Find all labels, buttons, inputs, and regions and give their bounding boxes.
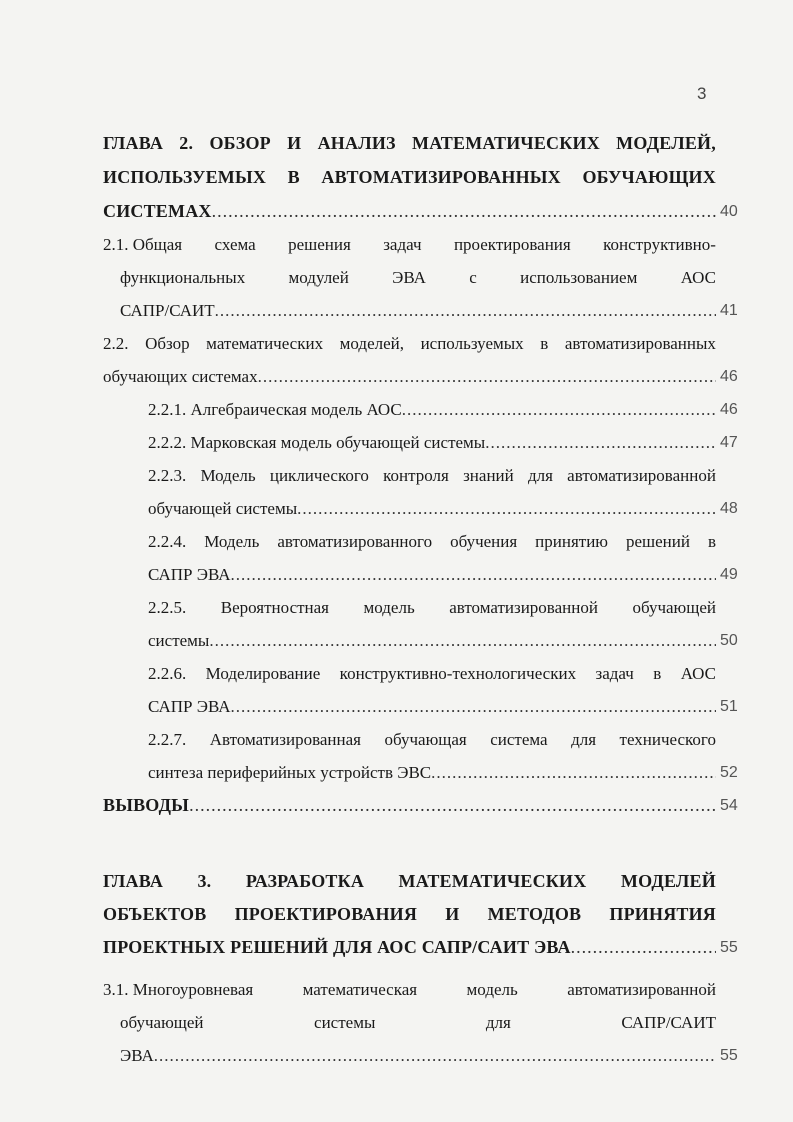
s2-2-1-text: 2.2.1. Алгебраическая модель АОС (148, 400, 402, 419)
s2-2-4-line2[interactable] (148, 558, 716, 591)
word: для (485, 1013, 511, 1032)
word: 2.2.6. (148, 664, 187, 683)
s2-2-1-page: 46 (720, 401, 738, 418)
dot-leader (485, 426, 716, 459)
s2-2-7-text: синтеза периферийных устройств ЭВС (148, 763, 432, 782)
word: ИСПОЛЬЗУЕМЫХ (103, 167, 267, 187)
word: система (490, 730, 548, 749)
s2-2-3-line2[interactable] (148, 492, 716, 525)
word: Обзор (145, 334, 190, 353)
s2-2-7-page: 52 (720, 764, 738, 781)
word: автоматизированной (567, 980, 716, 999)
word: И (445, 904, 460, 924)
s3-1-page: 55 (720, 1047, 738, 1064)
word: схема (214, 235, 256, 254)
dot-leader (431, 756, 716, 789)
chapter3-title-text: ПРОЕКТНЫХ РЕШЕНИЙ ДЛЯ АОС САПР/САИТ ЭВА (103, 937, 571, 957)
word: 2. (179, 133, 194, 153)
word: 2.1. Общая (103, 235, 183, 254)
word: САПР/САИТ (621, 1013, 716, 1032)
s3-1-line2 (120, 1006, 716, 1039)
word: Моделирование (205, 664, 321, 683)
chapter2-title-line2 (103, 161, 716, 194)
s2-2-6-text: САПР ЭВА (148, 697, 231, 716)
word: МОДЕЛЕЙ, (616, 133, 716, 153)
chapter2-title-line3[interactable] (103, 195, 716, 228)
word: 3. (197, 871, 212, 891)
word: модель (466, 980, 518, 999)
dot-leader (189, 789, 716, 822)
s2-1-text: САПР/САИТ (120, 301, 215, 320)
s3-1-line1 (103, 973, 716, 1006)
chapter2-title-line1 (103, 127, 716, 160)
conclusions-page: 54 (720, 797, 738, 814)
word: МАТЕМАТИЧЕСКИХ (412, 133, 600, 153)
word: в (653, 664, 662, 683)
s2-1-page: 41 (720, 302, 738, 319)
dot-leader (258, 360, 716, 393)
s2-2-3-page: 48 (720, 500, 738, 517)
s3-1-line3[interactable] (120, 1039, 716, 1072)
word: ОБУЧАЮЩИХ (582, 167, 716, 187)
s2-2-7-line1 (148, 723, 716, 756)
word: задач (595, 664, 634, 683)
word: принятию (535, 532, 609, 551)
word: модель (363, 598, 415, 617)
s2-2-4-text: САПР ЭВА (148, 565, 231, 584)
s2-2-5-page: 50 (720, 632, 738, 649)
chapter2-title-text: СИСТЕМАХ (103, 201, 212, 221)
s2-2-5-text: системы (148, 631, 210, 650)
s2-2-2-line[interactable] (148, 426, 716, 459)
word: ГЛАВА (103, 133, 164, 153)
word: РАЗРАБОТКА (245, 871, 365, 891)
s2-2-7-line2[interactable] (148, 756, 716, 789)
word: используемых (420, 334, 524, 353)
word: МОДЕЛЕЙ (620, 871, 716, 891)
s2-2-text: обучающих системах (103, 367, 258, 386)
conclusions-text: ВЫВОДЫ (103, 795, 190, 815)
word: МЕТОДОВ (487, 904, 582, 924)
word: В (287, 167, 300, 187)
chapter3-page: 55 (720, 939, 738, 956)
s2-2-6-line2[interactable] (148, 690, 716, 723)
word: АОС (680, 664, 716, 683)
word: автоматизированных (564, 334, 716, 353)
s2-2-5-line1 (148, 591, 716, 624)
s2-1-line3[interactable] (120, 294, 716, 327)
dot-leader (402, 393, 716, 426)
word: обучающая (384, 730, 467, 749)
dot-leader (571, 931, 716, 964)
s2-2-line1 (103, 327, 716, 360)
word: ОБЪЕКТОВ (103, 904, 207, 924)
s2-2-line2[interactable] (103, 360, 716, 393)
word: АВТОМАТИЗИРОВАННЫХ (321, 167, 561, 187)
word: моделей, (339, 334, 404, 353)
dot-leader (231, 690, 716, 723)
page-number: 3 (697, 84, 707, 103)
word: ОБЗОР (209, 133, 271, 153)
s3-1-text: ЭВА (120, 1046, 154, 1065)
s2-2-3-text: обучающей системы (148, 499, 298, 518)
word: АНАЛИЗ (317, 133, 396, 153)
s2-2-6-page: 51 (720, 698, 738, 715)
word: проектирования (453, 235, 571, 254)
word: Модель (200, 466, 256, 485)
word: 2.2.3. (148, 466, 187, 485)
word: для (571, 730, 597, 749)
word: ПРОЕКТИРОВАНИЯ (234, 904, 418, 924)
chapter3-title-line3[interactable] (103, 931, 716, 964)
word: ГЛАВА (103, 871, 164, 891)
word: модулей (288, 268, 349, 287)
word: конструктивно-технологических (339, 664, 577, 683)
chapter3-title-line1 (103, 865, 716, 898)
word: МАТЕМАТИЧЕСКИХ (398, 871, 587, 891)
word: в (707, 532, 716, 551)
word: обучающей (632, 598, 716, 617)
chapter2-page: 40 (720, 203, 738, 220)
word: 2.2.5. (148, 598, 187, 617)
word: АОС (680, 268, 716, 287)
word: 2.2.7. (148, 730, 187, 749)
word: Модель (204, 532, 260, 551)
word: 3.1. Многоуровневая (103, 980, 254, 999)
word: в (540, 334, 549, 353)
word: задач (383, 235, 422, 254)
s2-2-page: 46 (720, 368, 738, 385)
word: решения (288, 235, 351, 254)
word: И (287, 133, 302, 153)
word: Автоматизированная (209, 730, 361, 749)
s2-2-5-line2[interactable] (148, 624, 716, 657)
s2-1-line1 (103, 228, 716, 261)
word: 2.2. (103, 334, 129, 353)
word: 2.2.4. (148, 532, 187, 551)
dot-leader (215, 294, 716, 327)
s2-2-3-line1 (148, 459, 716, 492)
dot-leader (297, 492, 716, 525)
word: математических (206, 334, 324, 353)
dot-leader (154, 1039, 716, 1072)
word: ПРИНЯТИЯ (609, 904, 716, 924)
word: решений (626, 532, 690, 551)
word: Вероятностная (220, 598, 330, 617)
s2-2-2-text: 2.2.2. Марковская модель обучающей системы (148, 433, 486, 452)
word: технического (619, 730, 716, 749)
s2-1-line2 (120, 261, 716, 294)
word: системы (314, 1013, 376, 1032)
s2-2-4-line1 (148, 525, 716, 558)
word: автоматизированного (277, 532, 433, 551)
word: ЭВА (392, 268, 426, 287)
conclusions-line[interactable] (103, 789, 716, 822)
word: контроля (383, 466, 449, 485)
word: конструктивно- (603, 235, 716, 254)
s2-2-2-page: 47 (720, 434, 738, 451)
dot-leader (212, 195, 716, 228)
word: циклического (269, 466, 369, 485)
word: знаний (463, 466, 514, 485)
word: автоматизированной (449, 598, 598, 617)
s2-2-6-line1 (148, 657, 716, 690)
word: функциональных (120, 268, 246, 287)
word: для (527, 466, 553, 485)
word: автоматизированной (567, 466, 716, 485)
word: обучающей (120, 1013, 204, 1032)
word: математическая (302, 980, 418, 999)
dot-leader (231, 558, 716, 591)
dot-leader (209, 624, 716, 657)
word: использованием (520, 268, 638, 287)
chapter3-title-line2 (103, 898, 716, 931)
s2-2-1-line[interactable] (148, 393, 716, 426)
word: с (469, 268, 477, 287)
s2-2-4-page: 49 (720, 566, 738, 583)
word: обучения (450, 532, 518, 551)
